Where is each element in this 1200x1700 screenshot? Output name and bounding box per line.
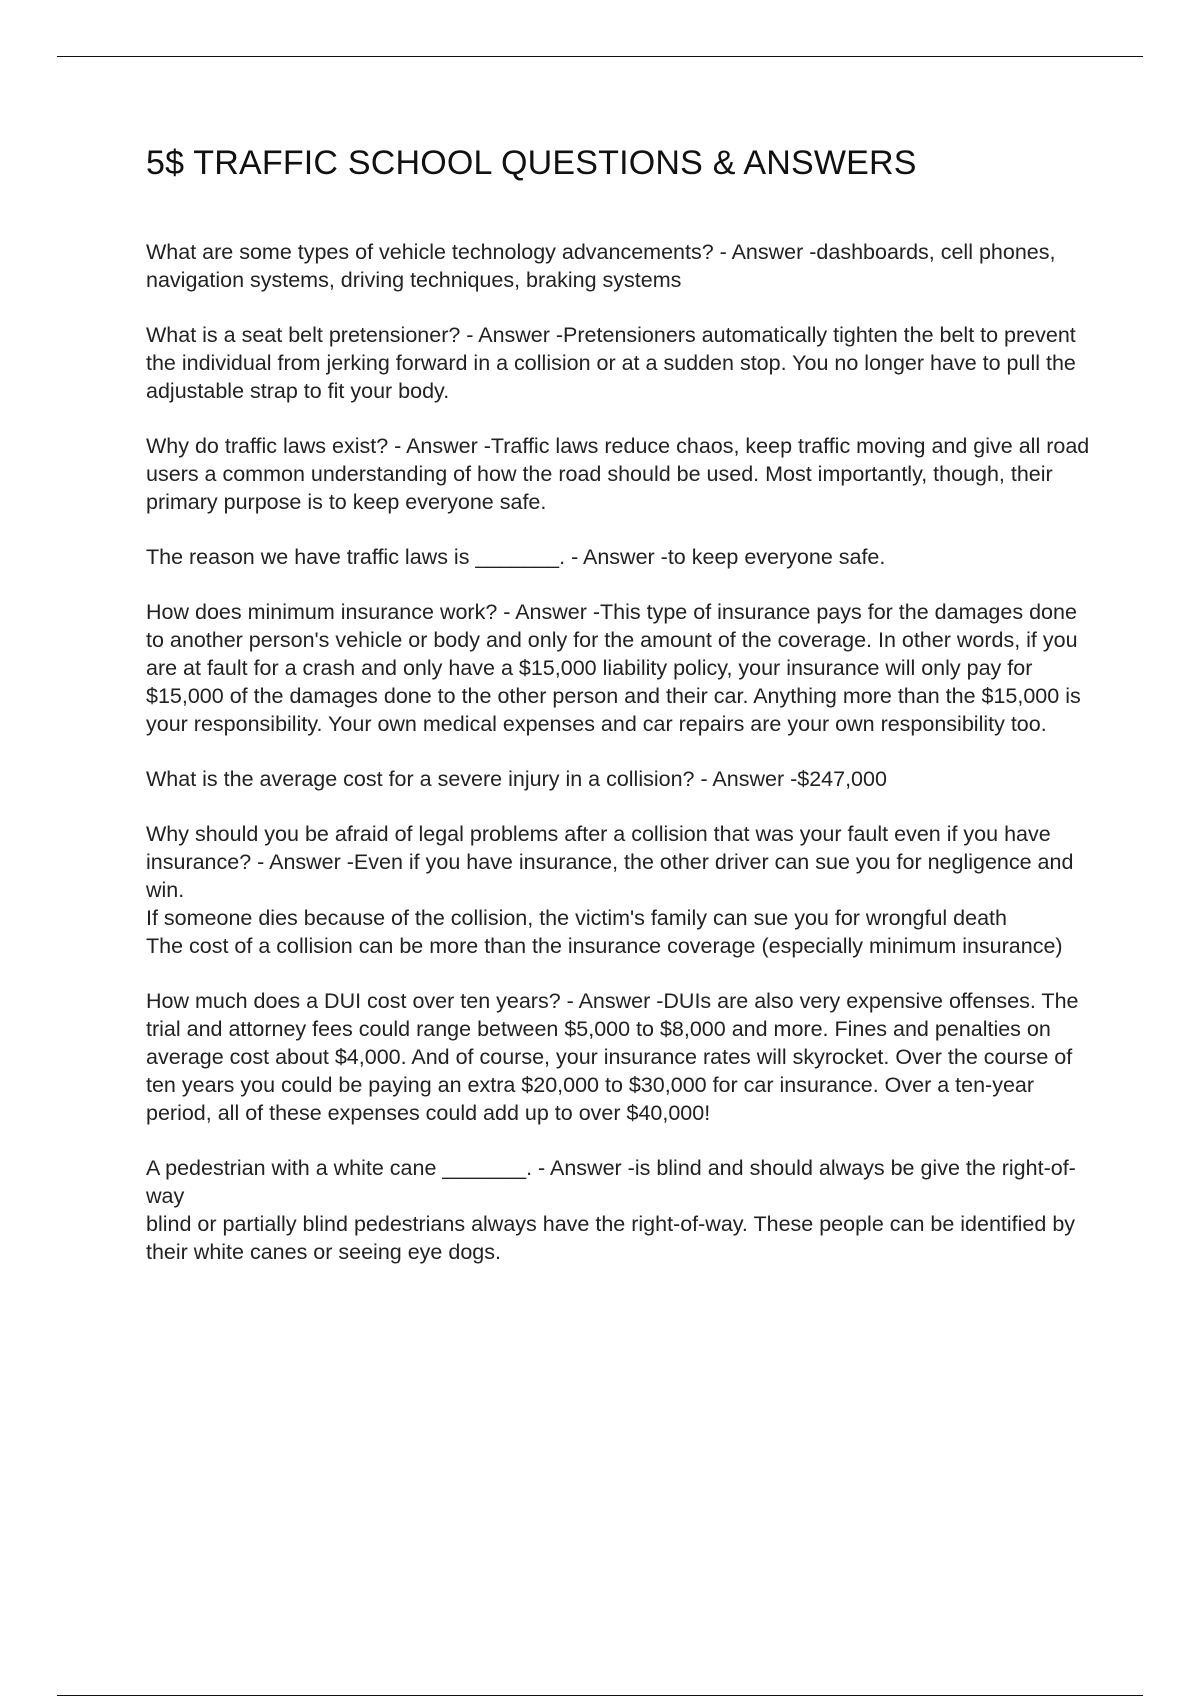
document-title: 5$ TRAFFIC SCHOOL QUESTIONS & ANSWERS — [146, 144, 917, 182]
qa-item: Why do traffic laws exist? - Answer -Traffic laws reduce chaos, keep traffic moving and give all road users a common understanding of how the road should be used. Most importantly, though, their primary purpose is to keep everyone safe. — [146, 434, 1090, 514]
qa-item: How much does a DUI cost over ten years? - Answer -DUIs are also very expensive offenses. The trial and attorney fees could range between $5,000 to $8,000 and more. Fines and penalties on average cost about $4,000. And of course, your insurance rates will skyrocket. Over the course of ten years you could be paying an extra $20,000 to $30,000 for car insurance. Over a ten-year period, all of these expenses could add up to over $40,000! — [146, 989, 1079, 1125]
qa-item: How does minimum insurance work? - Answer -This type of insurance pays for the damages done to another person's vehicle or body and only for the amount of the coverage. In other words, if you are at fault for a crash and only have a $15,000 liability policy, your insurance will only pay for $15,000 of the damages done to the other person and their car. Anything more than the $15,000 is your responsibility. Your own medical expenses and car repairs are your own responsibility too. — [146, 600, 1081, 736]
bottom-divider — [57, 1695, 1143, 1696]
qa-item: What are some types of vehicle technology advancements? - Answer -dashboards, cell phones, navigation systems, driving techniques, braking systems — [146, 240, 1056, 292]
qa-item: What is a seat belt pretensioner? - Answer -Pretensioners automatically tighten the belt to prevent the individual from jerking forward in a collision or at a sudden stop. You no longer have to pull the adjustable strap to fit your body. — [146, 323, 1076, 403]
qa-item: What is the average cost for a severe injury in a collision? - Answer -$247,000 — [146, 767, 887, 791]
document-body — [146, 140, 1096, 1293]
qa-item: The reason we have traffic laws is _______. - Answer -to keep everyone safe. — [146, 545, 886, 569]
qa-item: Why should you be afraid of legal problems after a collision that was your fault even if you have insurance? - Answer -Even if you have insurance, the other driver can sue you for negligence and win. If someone dies because of the collision, the victim's family can sue you for wrongful death The cost of a collision can be more than the insurance coverage (especially minimum insurance) — [146, 822, 1074, 958]
qa-item: A pedestrian with a white cane _______. - Answer -is blind and should always be give the right-of-way blind or partially blind pedestrians always have the right-of-way. These people can be identified by their white canes or seeing eye dogs. — [146, 1156, 1076, 1264]
top-divider — [57, 56, 1143, 57]
